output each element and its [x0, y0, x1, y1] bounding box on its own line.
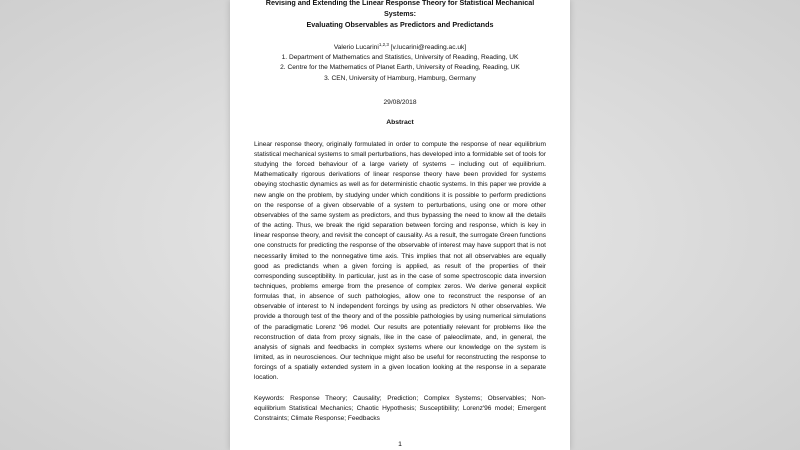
keywords: Keywords: Response Theory; Causality; Prediction; Complex Systems; Observables; Non-equilibrium Statistical Mechanics; Chaotic Hypothesis; Susceptibility; Lorenz'96 model; Emergent Constraints; Climate Response; Feedbacks — [254, 394, 546, 422]
document-page — [230, 0, 570, 450]
paper-title — [254, 0, 546, 30]
affiliation-1: 1. Department of Mathematics and Statistics, University of Reading, Reading, UK — [281, 54, 519, 62]
title-line-2: Evaluating Observables as Predictors and Predictands — [306, 20, 494, 29]
author-email: [v.lucarini@reading.ac.uk] — [390, 44, 467, 52]
page-number: 1 — [398, 441, 402, 448]
affiliations — [254, 53, 546, 84]
author-name: Valerio Lucarini — [333, 44, 379, 52]
author-superscript: 1,2,3 — [378, 42, 389, 47]
affiliation-3: 3. CEN, University of Hamburg, Hamburg, Germany — [324, 74, 476, 82]
paper-date: 29/08/2018 — [383, 98, 417, 106]
abstract-body: Linear response theory, originally formulated in order to compute the response of near equilibrium statistical mechanical systems to small perturbations, has developed into a formidable set of tools for studying the forced behaviour of a large variety of systems – including out of equilibrium. Mathematically rigorous derivations of linear response theory have been provided for systems obeying stochastic dynamics as well as for deterministic chaotic systems. In this paper we provide a new angle on the problem, by studying under which conditions it is possible to perform predictions on the response of a given observable of a system to perturbations, using one or more other observables of the same system as predictors, and thus bypassing the need to know all the details of the acting. Thus, we break the rigid separation between forcing and response, which is key in linear response theory, and revisit the concept of causality. As a result, the surrogate Green functions one constructs for predicting the response of the observable of interest may have support that is not necessarily limited to the nonnegative time axis. This implies that not all observables are equally good as predictands when a given forcing is applied, as result of the properties of their corresponding susceptibility. In particular, just as in the case of some spectroscopic data inversion techniques, problems emerge from the presence of complex zeros. We derive general explicit formulas that, in absence of such pathologies, allow one to reconstruct the response of an observable of interest to N independent forcings by using as predictors N other observables. We provide a thorough test of the theory and of the possible pathologies by using numerical simulations of the paradigmatic Lorenz '96 model. Our results are potentially relevant for problems like the reconstruction of data from proxy signals, like in the case of paleoclimate, and, in general, the analysis of signals and feedbacks in complex systems where our knowledge on the system is limited, as in neurosciences. Our technique might also be useful for reconstructing the response to forcings of a spatially extended system in a given location looking at the response in a separate location. — [254, 140, 546, 382]
page-content — [254, 0, 546, 424]
author-line — [254, 40, 546, 53]
abstract-heading: Abstract — [386, 118, 414, 126]
title-line-1: Revising and Extending the Linear Response Theory for Statistical Mechanical Systems: — [265, 0, 535, 18]
affiliation-2: 2. Centre for the Mathematics of Planet Earth, University of Reading, Reading, UK — [280, 64, 520, 72]
